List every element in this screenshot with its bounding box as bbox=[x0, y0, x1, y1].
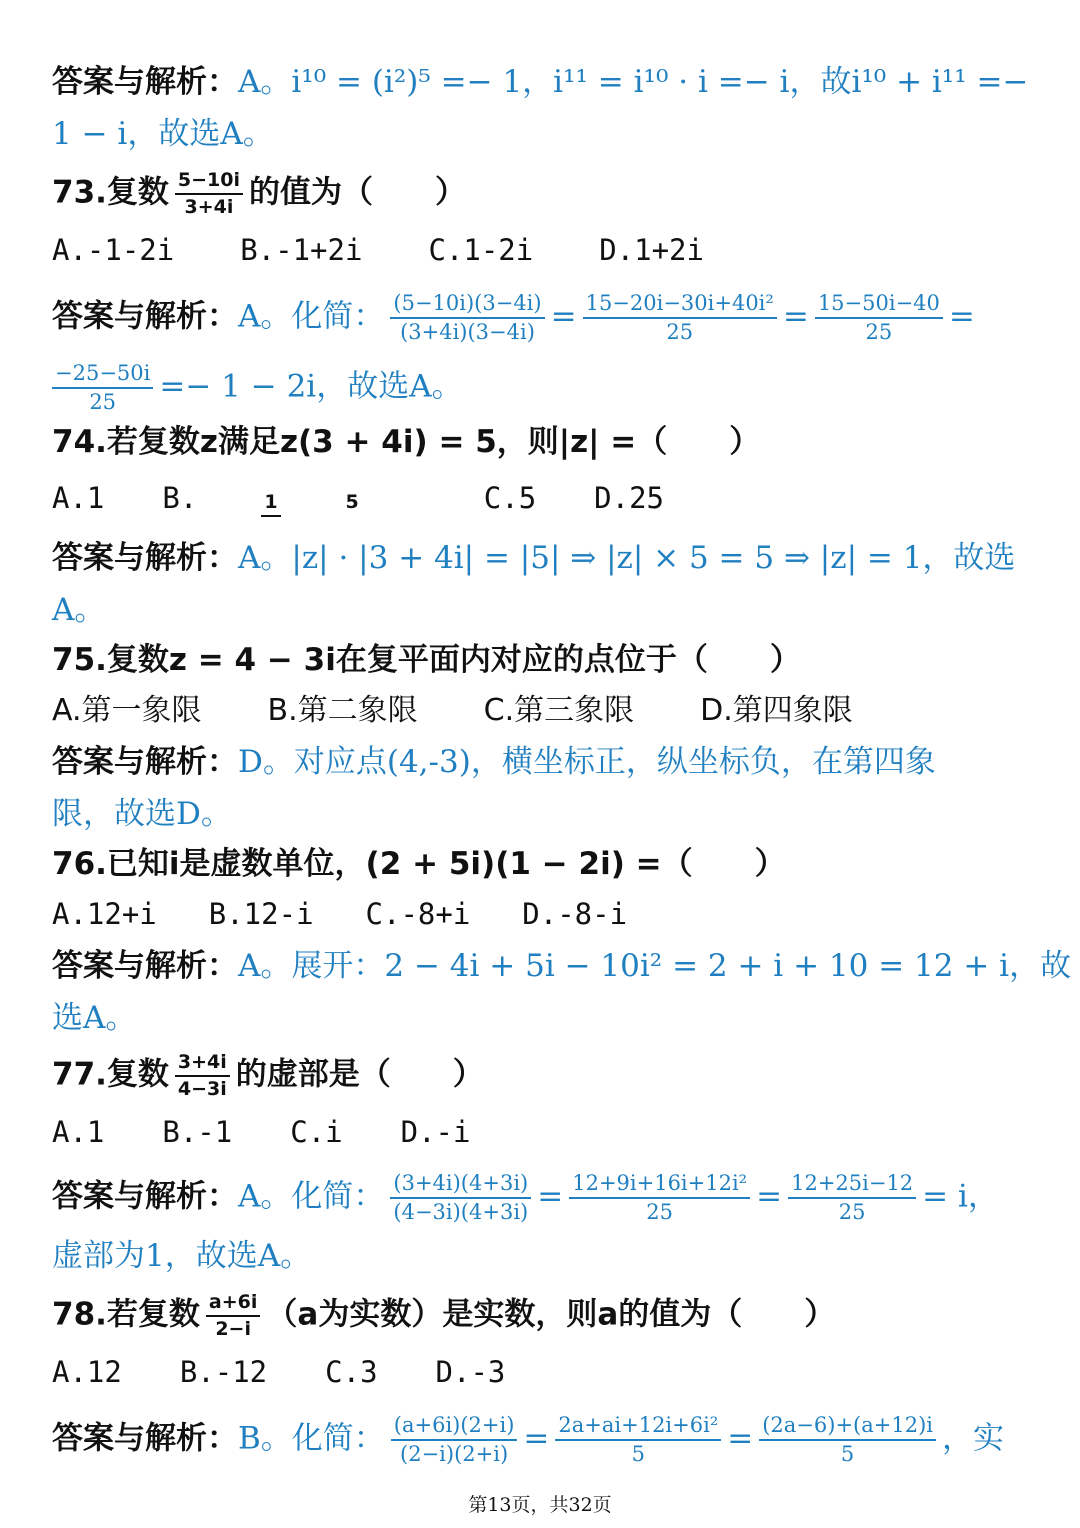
q78-answer-pre: B。化简： bbox=[238, 1420, 385, 1457]
q78-f1-den: (2−i)(2+i) bbox=[400, 1442, 509, 1467]
q76-option-d: D.-8-i bbox=[522, 897, 628, 931]
q77-f3-den: 25 bbox=[838, 1200, 866, 1225]
q73-answer-tail: =− 1 − 2i，故选A。 bbox=[159, 368, 463, 405]
q76-stem: 76.已知i是虚数单位，(2 + 5i)(1 − 2i) =（ ） bbox=[52, 846, 786, 882]
q75-option-b: B.第二象限 bbox=[267, 693, 418, 728]
q78-option-b: B.-12 bbox=[179, 1355, 268, 1389]
q74-b-num: 1 bbox=[261, 492, 280, 517]
q73-option-d: D.1+2i bbox=[599, 233, 704, 267]
q78-answer-line1: 答案与解析：B。化简： $\frac{(a+6i)(2+i)}{(2-i)(2+i)}$ = $\frac{\text{2a+ai+12i+6i²}}{5}$ = $\frac{(2a-6)+(a+12)i}{5}$ ，实 bbox=[52, 1413, 1004, 1467]
q75-answer-text: D。对应点(4,-3)，横坐标正，纵坐标负，在第四象 bbox=[238, 744, 936, 780]
q77-option-a: A.1 bbox=[52, 1115, 105, 1149]
q74-answer-line1 bbox=[52, 538, 1015, 578]
q74-option-c: C.5 bbox=[483, 481, 537, 515]
q78-answer-frac1 bbox=[391, 1414, 518, 1466]
q78-answer-tail: ，实 bbox=[942, 1420, 1004, 1457]
q77-f1-den: (4−3i)(4+3i) bbox=[393, 1200, 529, 1225]
q78-f3-den: 5 bbox=[840, 1442, 855, 1467]
answer-label: 答案与解析： bbox=[52, 298, 238, 335]
q73-answer-line2 bbox=[52, 362, 463, 414]
q73-frac-den: 3+4i bbox=[184, 195, 234, 218]
q73-f3-den: 25 bbox=[865, 320, 893, 345]
q73-option-c: C.1-2i bbox=[428, 233, 534, 267]
q72-answer-line2: 1 − i，故选A。 bbox=[52, 116, 274, 152]
q73-f3-num: 15−50i−40 bbox=[815, 292, 943, 319]
q73-f1-num: (5−10i)(3−4i) bbox=[390, 292, 544, 319]
q73-answer-frac1 bbox=[390, 292, 544, 344]
q77-f3-num: 12+25i−12 bbox=[788, 1172, 916, 1199]
q76-option-a: A.12+i bbox=[52, 897, 157, 931]
q74-option-b-pre: B. bbox=[162, 481, 198, 515]
q78-frac-num: a+6i bbox=[206, 1292, 260, 1317]
q77-option-d: D.-i bbox=[400, 1115, 471, 1149]
q76-option-b: B.12-i bbox=[208, 897, 314, 931]
q78-stem bbox=[52, 1292, 835, 1340]
q74-b-den: 5 bbox=[345, 491, 359, 514]
q75-answer-line2: 限，故选D。 bbox=[52, 796, 232, 832]
q77-answer-pre: A。化简： bbox=[238, 1178, 385, 1215]
q74-option-d: D.25 bbox=[594, 481, 665, 515]
q78-frac-den: 2−i bbox=[215, 1317, 251, 1340]
q73-f1-den: (3+4i)(3−4i) bbox=[400, 320, 535, 345]
q74-option-b bbox=[162, 478, 425, 518]
answer-label: 答案与解析： bbox=[52, 1178, 238, 1215]
q73-frac-num: 5−10i bbox=[175, 170, 243, 195]
q74-options bbox=[52, 478, 726, 518]
q73-stem-pre: 73.复数 bbox=[52, 174, 169, 211]
q77-answer-frac2 bbox=[569, 1172, 750, 1224]
q78-options bbox=[52, 1352, 567, 1392]
q73-option-a: A.-1-2i bbox=[52, 233, 175, 267]
q73-f2-num: 15−20i−30i+40i² bbox=[583, 292, 777, 319]
q73-f4-den: 25 bbox=[89, 390, 117, 415]
q78-f2-num: 2a+ai+12i+6i² bbox=[555, 1414, 721, 1441]
q78-f2-den: 5 bbox=[631, 1442, 646, 1467]
q77-option-b: B.-1 bbox=[162, 1115, 233, 1149]
q73-answer-frac2 bbox=[583, 292, 777, 344]
q78-answer-frac2 bbox=[555, 1414, 721, 1466]
answer-label: 答案与解析： bbox=[52, 948, 238, 984]
answer-label: 答案与解析： bbox=[52, 1420, 238, 1457]
q78-option-d: D.-3 bbox=[435, 1355, 506, 1389]
q73-options bbox=[52, 230, 766, 270]
q73-f2-den: 25 bbox=[666, 320, 694, 345]
q75-option-c: C.第三象限 bbox=[483, 693, 635, 728]
q77-answer-frac3 bbox=[788, 1172, 916, 1224]
q74-option-b-frac bbox=[261, 483, 423, 517]
q73-f4-num: −25−50i bbox=[52, 362, 153, 389]
q75-stem: 75.复数z = 4 − 3i在复平面内对应的点位于（ ） bbox=[52, 642, 801, 678]
q78-answer-frac3 bbox=[759, 1414, 936, 1466]
q75-option-d: D.第四象限 bbox=[700, 693, 853, 728]
q74-answer-text: A。|z| · |3 + 4i| = |5| ⇒ |z| × 5 = 5 ⇒ |z| = 1，故选 bbox=[238, 540, 1016, 576]
q77-stem-pre: 77.复数 bbox=[52, 1056, 169, 1093]
q73-stem bbox=[52, 170, 466, 218]
q73-answer-pre: A。化简： bbox=[238, 298, 385, 335]
q77-answer-frac1 bbox=[390, 1172, 531, 1224]
q76-answer-line2: 选A。 bbox=[52, 1000, 137, 1036]
q73-stem-post: 的值为（ ） bbox=[249, 174, 467, 211]
q77-f2-num: 12+9i+16i+12i² bbox=[569, 1172, 750, 1199]
q73-fraction bbox=[175, 170, 243, 218]
q76-answer-line1 bbox=[52, 946, 1071, 986]
q73-option-b: B.-1+2i bbox=[240, 233, 363, 267]
q77-options bbox=[52, 1112, 532, 1152]
page-footer: 第13页，共32页 bbox=[468, 1494, 612, 1516]
q77-answer-tail: = i， bbox=[922, 1178, 999, 1215]
q75-option-a: A.第一象限 bbox=[52, 693, 202, 728]
q72-answer-line1 bbox=[52, 62, 1028, 102]
q78-fraction bbox=[206, 1292, 260, 1340]
q73-answer-line1: 答案与解析：A。化简： $\frac{(5-10i)(3-4i)}{(3+4i)(3-4i)}$ = $\frac{\text{15−20i−30i+40i²}}{25}$ = $\frac{15-50i-40}{25}$ = bbox=[52, 291, 975, 345]
answer-label: 答案与解析： bbox=[52, 744, 238, 780]
q74-option-a: A.1 bbox=[52, 481, 105, 515]
q77-stem-post: 的虚部是（ ） bbox=[235, 1056, 484, 1093]
answer-label: 答案与解析： bbox=[52, 540, 238, 576]
q77-answer-line1: 答案与解析：A。化简： $\frac{(3+4i)(4+3i)}{(4-3i)(4+3i)}$ = $\frac{\text{12+9i+16i+12i²}}{25}$ = $\frac{12+25i-12}{25}$ = i， bbox=[52, 1171, 999, 1225]
q74-stem: 74.若复数z满足z(3 + 4i) = 5，则|z| =（ ） bbox=[52, 424, 761, 460]
q78-stem-pre: 78.若复数 bbox=[52, 1296, 200, 1333]
q75-answer-line1 bbox=[52, 742, 936, 782]
q76-options bbox=[52, 894, 689, 934]
q78-f1-num: (a+6i)(2+i) bbox=[391, 1414, 518, 1441]
q73-answer-frac4 bbox=[52, 362, 153, 414]
q77-frac-den: 4−3i bbox=[177, 1077, 227, 1100]
q77-frac-num: 3+4i bbox=[175, 1052, 230, 1077]
q72-answer-text: A。i¹⁰ = (i²)⁵ =− 1，i¹¹ = i¹⁰ · i =− i，故i¹⁰ + i¹¹ =− bbox=[238, 64, 1029, 100]
q77-answer-line2: 虚部为1，故选A。 bbox=[52, 1238, 312, 1274]
q77-f1-num: (3+4i)(4+3i) bbox=[390, 1172, 531, 1199]
q77-stem bbox=[52, 1052, 484, 1100]
q78-option-a: A.12 bbox=[52, 1355, 122, 1389]
q78-option-c: C.3 bbox=[325, 1355, 378, 1389]
answer-label: 答案与解析： bbox=[52, 64, 238, 100]
q76-option-c: C.-8+i bbox=[365, 897, 471, 931]
q78-stem-post: （a为实数）是实数，则a的值为（ ） bbox=[266, 1296, 836, 1333]
q76-answer-text: A。展开：2 − 4i + 5i − 10i² = 2 + i + 10 = 12 + i，故 bbox=[238, 948, 1072, 984]
q77-option-c: C.i bbox=[290, 1115, 343, 1149]
q75-options bbox=[52, 690, 919, 731]
q74-answer-line2: A。 bbox=[52, 592, 106, 628]
q73-answer-frac3 bbox=[815, 292, 943, 344]
q78-f3-num: (2a−6)+(a+12)i bbox=[759, 1414, 936, 1441]
q77-fraction bbox=[175, 1052, 230, 1100]
q77-f2-den: 25 bbox=[646, 1200, 674, 1225]
